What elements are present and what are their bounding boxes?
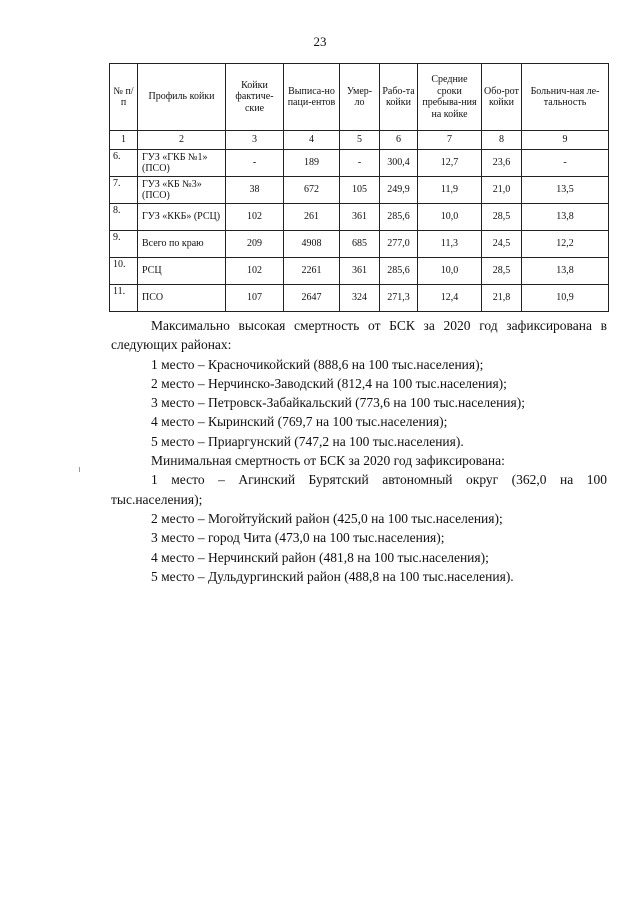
column-number: 8 [482,131,522,150]
patients-discharged: 189 [284,150,340,177]
hospital-lethality: 13,5 [522,177,609,204]
list-item: 3 место – Петровск-Забайкальский (773,6 на 100 тыс.населения); [151,395,525,411]
margin-mark [79,467,80,472]
average-stay: 11,3 [418,231,482,258]
beds-actual: 38 [226,177,284,204]
row-number: 8. [110,204,138,231]
column-number: 1 [110,131,138,150]
table-row [110,204,609,231]
beds-actual: 102 [226,204,284,231]
page-number: 23 [313,34,327,49]
bed-profile: РСЦ [138,258,226,285]
bed-profile: ГУЗ «КБ №3» (ПСО) [138,177,226,204]
beds-actual: - [226,150,284,177]
hospital-lethality: 12,2 [522,231,609,258]
list-item: 4 место – Кыринский (769,7 на 100 тыс.населения); [151,414,448,430]
bed-work: 285,6 [380,204,418,231]
table-row [110,231,609,258]
bed-work: 300,4 [380,150,418,177]
hospital-lethality: 13,8 [522,204,609,231]
patients-died: 324 [340,285,380,312]
column-number-row [110,131,609,150]
table-header-row [110,64,609,131]
average-stay: 11,9 [418,177,482,204]
paragraph-line: тыс.населения); [111,491,203,507]
row-number: 6. [110,150,138,177]
list-item: 3 место – город Чита (473,0 на 100 тыс.населения); [151,530,445,546]
header-cell: Рабо-та койки [380,64,418,131]
list-item: 5 место – Дульдургинский район (488,8 на 100 тыс.населения). [151,568,514,584]
patients-died: - [340,150,380,177]
bed-profile: ГУЗ «ККБ» (РСЦ) [138,204,226,231]
hospital-lethality: 10,9 [522,285,609,312]
patients-discharged: 672 [284,177,340,204]
bed-profile: ПСО [138,285,226,312]
table-row [110,177,609,204]
list-item: 2 место – Нерчинско-Заводский (812,4 на 100 тыс.населения); [151,375,507,391]
bed-work: 277,0 [380,231,418,258]
body-text [111,316,607,586]
row-number: 11. [110,285,138,312]
column-number: 7 [418,131,482,150]
patients-died: 105 [340,177,380,204]
hospital-lethality: 13,8 [522,258,609,285]
bed-turnover: 28,5 [482,258,522,285]
patients-discharged: 2261 [284,258,340,285]
patients-died: 361 [340,258,380,285]
header-cell: Обо-рот койки [482,64,522,131]
bed-turnover: 28,5 [482,204,522,231]
patients-died: 361 [340,204,380,231]
patients-discharged: 2647 [284,285,340,312]
column-number: 3 [226,131,284,150]
patients-discharged: 261 [284,204,340,231]
table-row [110,285,609,312]
bed-profile: ГУЗ «ГКБ №1» (ПСО) [138,150,226,177]
column-number: 9 [522,131,609,150]
bed-work: 271,3 [380,285,418,312]
average-stay: 10,0 [418,204,482,231]
bed-profile: Всего по краю [138,231,226,258]
header-cell: № п/п [110,64,138,131]
bed-turnover: 23,6 [482,150,522,177]
list-item: 4 место – Нерчинский район (481,8 на 100 тыс.населения); [151,549,489,565]
table-row [110,150,609,177]
column-number: 2 [138,131,226,150]
list-item: 2 место – Могойтуйский район (425,0 на 100 тыс.населения); [151,510,503,526]
patients-died: 685 [340,231,380,258]
hospital-beds-table [109,63,609,312]
row-number: 9. [110,231,138,258]
header-cell: Умер-ло [340,64,380,131]
row-number: 7. [110,177,138,204]
column-number: 5 [340,131,380,150]
average-stay: 12,7 [418,150,482,177]
column-number: 6 [380,131,418,150]
paragraph-line: Минимальная смертность от БСК за 2020 год зафиксирована: [151,453,505,469]
average-stay: 10,0 [418,258,482,285]
patients-discharged: 4908 [284,231,340,258]
header-cell: Больнич-ная ле-тальность [522,64,609,131]
header-cell: Профиль койки [138,64,226,131]
bed-work: 285,6 [380,258,418,285]
hospital-lethality: - [522,150,609,177]
bed-turnover: 21,8 [482,285,522,312]
list-item: 1 место – Агинский Бурятский автономный округ (362,0 на 100 [151,472,607,488]
bed-work: 249,9 [380,177,418,204]
paragraph-line: следующих районах: [111,337,232,353]
list-item: 1 место – Красночикойский (888,6 на 100 тыс.населения); [151,356,484,372]
column-number: 4 [284,131,340,150]
bed-turnover: 24,5 [482,231,522,258]
row-number: 10. [110,258,138,285]
average-stay: 12,4 [418,285,482,312]
header-cell: Койки фактиче-ские [226,64,284,131]
header-cell: Выписа-но паци-ентов [284,64,340,131]
beds-actual: 102 [226,258,284,285]
paragraph-line: Максимально высокая смертность от БСК за 2020 год зафиксирована в [151,318,607,333]
bed-turnover: 21,0 [482,177,522,204]
beds-actual: 209 [226,231,284,258]
header-cell: Средние сроки пребыва-ния на койке [418,64,482,131]
beds-actual: 107 [226,285,284,312]
list-item: 5 место – Приаргунский (747,2 на 100 тыс.населения). [151,433,464,449]
table-row [110,258,609,285]
